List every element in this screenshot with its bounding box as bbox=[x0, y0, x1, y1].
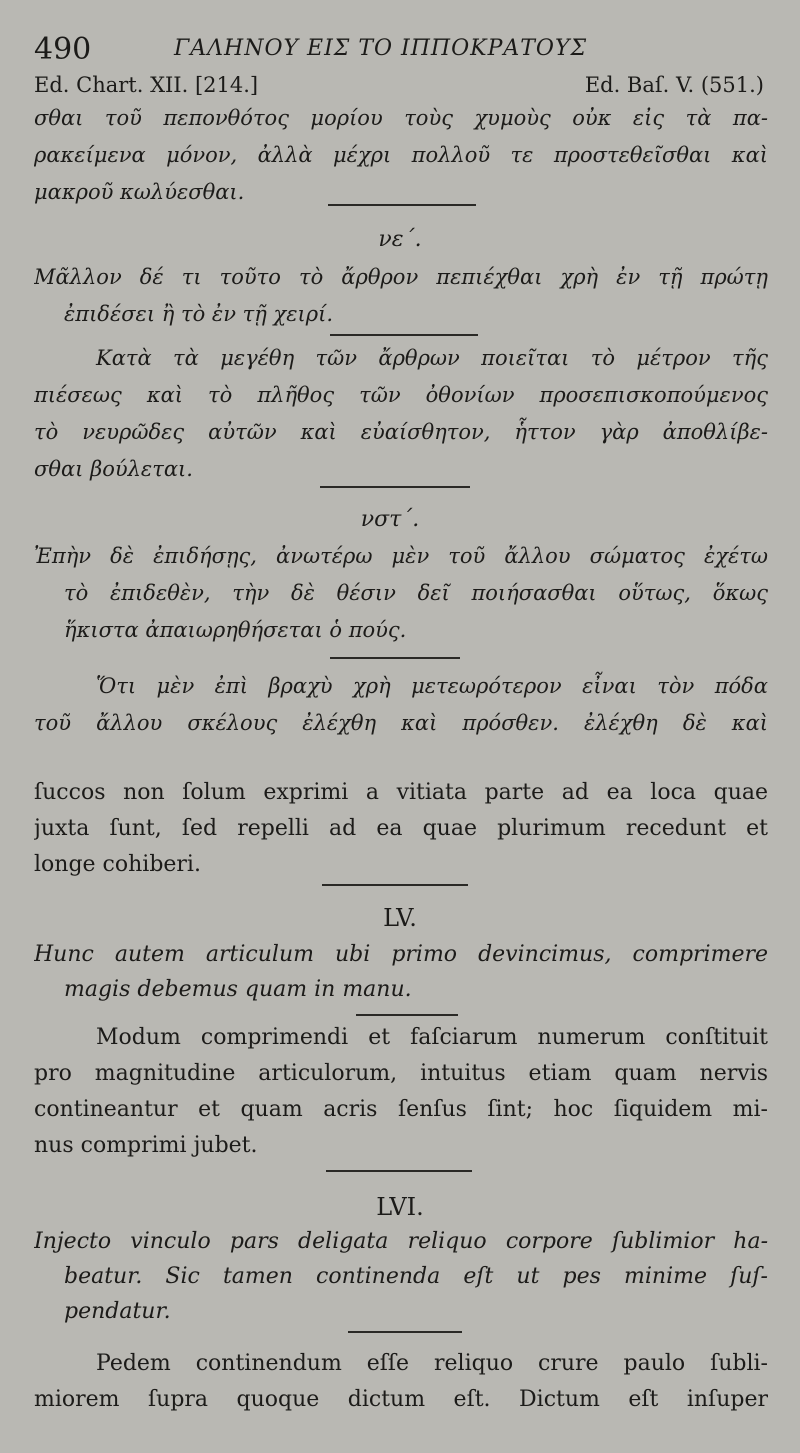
text-line: ρακείμενα μόνον, ἀλλὰ μέχρι πολλοῦ τε προστεθεῖσθαι καὶ bbox=[34, 143, 768, 167]
greek-section-55-heading bbox=[34, 259, 768, 333]
text-line: magis debemus quam in manu. bbox=[64, 977, 412, 1002]
greek-section-55-commentary bbox=[34, 340, 768, 488]
text-line: Injecto vinculo pars deligata reliquo corpore ſublimior ha- bbox=[34, 1229, 768, 1254]
text-line: nus comprimi jubet. bbox=[34, 1133, 258, 1158]
text-line: Μᾶλλον δέ τι τοῦτο τὸ ἄρθρον πεπιέχθαι χρὴ ἐν τῇ πρώτῃ bbox=[34, 265, 768, 289]
text-line: Modum comprimendi et faſciarum numerum conſtituit bbox=[96, 1025, 768, 1050]
latin-intro-paragraph bbox=[34, 775, 768, 883]
text-line: μακροῦ κωλύεσθαι. bbox=[34, 180, 245, 204]
text-line: Ὅτι μὲν ἐπὶ βραχὺ χρὴ μετεωρότερον εἶναι τὸν πόδα bbox=[96, 674, 768, 698]
edition-basel-reference: Ed. Baſ. V. (551.) bbox=[584, 73, 764, 97]
page-number: 490 bbox=[34, 32, 92, 67]
text-line: beatur. Sic tamen continenda eſt ut pes minime ſuſ- bbox=[64, 1264, 768, 1289]
edition-references bbox=[34, 70, 764, 100]
latin-section-55-heading bbox=[34, 937, 768, 1007]
section-divider bbox=[320, 486, 470, 488]
text-line: miorem ſupra quoque dictum eſt. Dictum eſt inſuper bbox=[34, 1387, 768, 1412]
latin-section-56-heading bbox=[34, 1224, 768, 1329]
text-line: σθαι τοῦ πεπονθότος μορίου τοὺς χυμοὺς οὐκ εἰς τὰ πα- bbox=[34, 106, 768, 130]
text-line: contineantur et quam acris ſenſus ſint; hoc ſiquidem mi- bbox=[34, 1097, 768, 1122]
section-divider bbox=[348, 1331, 462, 1333]
greek-intro-paragraph bbox=[34, 100, 768, 211]
section-divider bbox=[330, 657, 460, 659]
text-line: juxta ſunt, ſed repelli ad ea quae plurimum recedunt et bbox=[34, 816, 768, 841]
page-header bbox=[34, 30, 770, 70]
section-56-latin-number: LVI. bbox=[376, 1193, 424, 1221]
latin-section-55-commentary bbox=[34, 1020, 768, 1164]
text-line: Ἐπὴν δὲ ἐπιδήσῃς, ἀνωτέρω μὲν τοῦ ἄλλου σώματος ἐχέτω bbox=[34, 544, 768, 568]
greek-section-56-commentary bbox=[34, 668, 768, 742]
text-line: ſuccos non ſolum exprimi a vitiata parte ad ea loca quae bbox=[34, 780, 768, 805]
text-line: Pedem continendum eſſe reliquo crure paulo ſubli- bbox=[96, 1351, 768, 1376]
latin-section-56-commentary bbox=[34, 1346, 768, 1418]
section-divider bbox=[356, 1014, 458, 1016]
text-line: Hunc autem articulum ubi primo devincimus, comprimere bbox=[34, 942, 768, 967]
section-55-latin-number: LV. bbox=[383, 904, 417, 932]
text-line: ἐπιδέσει ἢ τὸ ἐν τῇ χειρί. bbox=[64, 302, 333, 326]
text-line: ἥκιστα ἀπαιωρηθήσεται ὁ πούς. bbox=[64, 618, 407, 642]
text-line: τὸ νευρῶδες αὐτῶν καὶ εὐαίσθητον, ἧττον γὰρ ἀποθλίβε- bbox=[34, 420, 768, 444]
section-divider bbox=[328, 204, 476, 206]
running-title: ΓΑΛΗΝΟΥ ΕΙΣ ΤΟ ΙΠΠΟΚΡΑΤΟΥΣ bbox=[174, 36, 588, 61]
section-divider bbox=[326, 1170, 472, 1172]
section-divider bbox=[330, 334, 478, 336]
text-line: τὸ ἐπιδεθὲν, τὴν δὲ θέσιν δεῖ ποιήσασθαι οὕτως, ὅκως bbox=[64, 581, 768, 605]
text-line: pro magnitudine articulorum, intuitus etiam quam nervis bbox=[34, 1061, 768, 1086]
text-line: Κατὰ τὰ μεγέθη τῶν ἄρθρων ποιεῖται τὸ μέτρον τῆς bbox=[96, 346, 768, 370]
greek-section-56-heading bbox=[34, 538, 768, 649]
text-line: pendatur. bbox=[64, 1299, 171, 1324]
text-line: πιέσεως καὶ τὸ πλῆθος τῶν ὀθονίων προσεπισκοπούμενος bbox=[34, 383, 768, 407]
text-line: longe cohiberi. bbox=[34, 852, 201, 877]
section-divider bbox=[322, 884, 468, 886]
text-line: σθαι βούλεται. bbox=[34, 457, 193, 481]
section-55-greek-number: νε΄. bbox=[378, 227, 422, 252]
section-56-greek-number: νστ΄. bbox=[360, 507, 420, 532]
edition-chart-reference: Ed. Chart. XII. [214.] bbox=[34, 73, 259, 97]
text-line: τοῦ ἄλλου σκέλους ἐλέχθη καὶ πρόσθεν. ἐλέχθη δὲ καὶ bbox=[34, 711, 768, 735]
